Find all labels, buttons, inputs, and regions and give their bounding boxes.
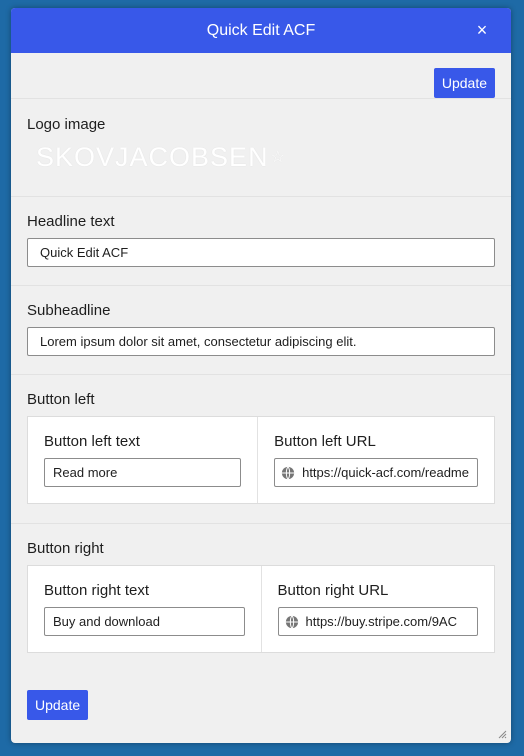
button-right-fields xyxy=(27,565,495,653)
headline-field xyxy=(11,197,511,286)
update-button-top[interactable]: Update xyxy=(434,68,495,98)
button-right-text-cell xyxy=(28,566,261,652)
close-icon[interactable]: × xyxy=(476,20,488,40)
button-right-text-label: Button right text xyxy=(44,582,150,599)
button-left-fields xyxy=(27,416,495,504)
subheadline-field xyxy=(11,286,511,375)
logo-image[interactable] xyxy=(36,141,495,173)
top-toolbar xyxy=(11,53,511,99)
button-left-text-label: Button left text xyxy=(44,433,140,450)
button-right-url-cell xyxy=(261,566,495,652)
button-right-url-input[interactable] xyxy=(278,607,479,636)
globe-icon xyxy=(285,615,299,629)
button-right-url-value: https://buy.stripe.com/9AC xyxy=(305,614,457,629)
button-left-url-input[interactable] xyxy=(274,458,478,487)
quick-edit-modal xyxy=(11,8,511,743)
button-left-url-value: https://quick-acf.com/readme xyxy=(302,465,469,480)
button-right-url-label: Button right URL xyxy=(277,582,389,599)
button-left-label: Button left xyxy=(27,391,95,408)
button-right-text-input[interactable]: Buy and download xyxy=(44,607,245,636)
button-right-label: Button right xyxy=(27,540,104,557)
modal-title: Quick Edit ACF xyxy=(206,21,316,39)
modal-header xyxy=(11,8,511,53)
button-left-url-label: Button left URL xyxy=(274,433,376,450)
globe-icon xyxy=(281,466,295,480)
subheadline-label: Subheadline xyxy=(27,302,111,319)
button-left-text-cell xyxy=(28,417,257,503)
button-right-group xyxy=(11,524,511,673)
update-button-bottom[interactable]: Update xyxy=(27,690,88,720)
logo-image-field xyxy=(11,99,511,197)
button-left-url-cell xyxy=(257,417,494,503)
logo-image-label: Logo image xyxy=(27,116,106,133)
button-left-group xyxy=(11,375,511,524)
headline-input[interactable]: Quick Edit ACF xyxy=(27,238,495,267)
bottom-toolbar xyxy=(11,673,511,737)
headline-label: Headline text xyxy=(27,213,115,230)
logo-star-icon: ☆ xyxy=(270,149,286,166)
button-left-text-input[interactable]: Read more xyxy=(44,458,241,487)
resize-handle-icon[interactable] xyxy=(497,729,507,739)
logo-wordmark: SKOVJACOBSEN xyxy=(36,141,269,172)
subheadline-input[interactable]: Lorem ipsum dolor sit amet, consectetur adipiscing elit. xyxy=(27,327,495,356)
